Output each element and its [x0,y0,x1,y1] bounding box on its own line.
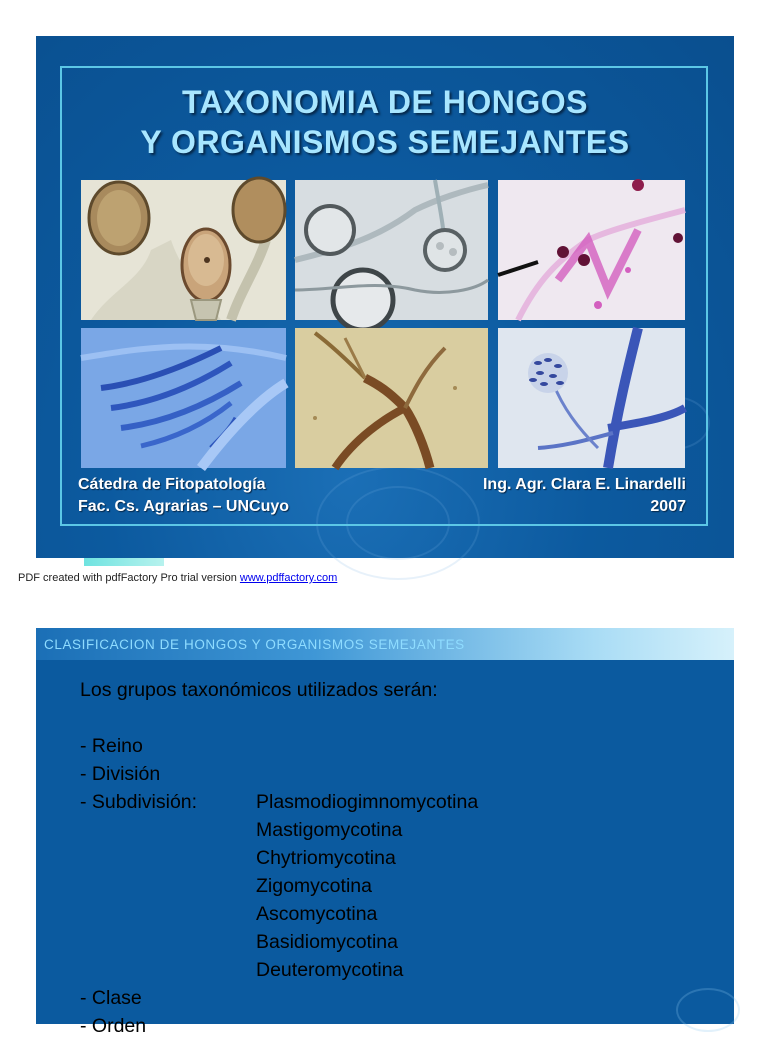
subdivision-2: Mastigomycotina [256,819,403,841]
department-name: Cátedra de Fitopatología [78,476,266,493]
rank-subdivision: - Subdivisión: [80,791,198,813]
author-name: Ing. Agr. Clara E. Linardelli [482,476,686,493]
rank-clase: - Clase [80,987,142,1009]
micrograph-blue-spores [81,328,286,468]
subdivision-1: Plasmodiogimnomycotina [256,791,479,813]
department-credit [78,474,289,518]
title-line-2: Y ORGANISMOS SEMEJANTES [140,124,630,160]
slide-header [36,628,734,660]
subdivision-6: Basidiomycotina [256,931,398,953]
author-credit [483,474,686,518]
classification-slide [36,628,734,1037]
pdffactory-link[interactable]: www.pdffactory.com [239,572,338,584]
title-line-1: TAXONOMIA DE HONGOS [182,84,588,120]
pdf-note-text: PDF created with pdfFactory Pro trial version [18,572,240,584]
slide-title [36,82,734,162]
year: 2007 [650,498,686,515]
subdivision-4: Zigomycotina [256,875,372,897]
micrograph-stained [498,180,685,320]
rank-orden: - Orden [80,1015,147,1037]
rank-reino: - Reino [80,735,143,757]
title-slide [36,36,734,558]
pdf-watermark-note [18,572,337,584]
intro-text: Los grupos taxonómicos utilizados serán: [80,679,438,701]
faculty-name: Fac. Cs. Agrarias – UNCuyo [78,498,290,515]
rank-division: - División [80,763,161,785]
micrograph-sporangia [81,180,286,320]
accent-bar [84,558,164,566]
slide-header-text: CLASIFICACION DE HONGOS Y ORGANISMOS SEMEJANTES [44,637,465,652]
decorative-swirl [676,988,740,1032]
subdivision-7: Deuteromycotina [256,959,404,981]
subdivision-5: Ascomycotina [256,903,378,925]
micrograph-conidiophore [498,328,685,468]
micrograph-vesicles [295,180,488,320]
subdivision-3: Chytriomycotina [256,847,396,869]
micrograph-hyphae [295,328,488,468]
